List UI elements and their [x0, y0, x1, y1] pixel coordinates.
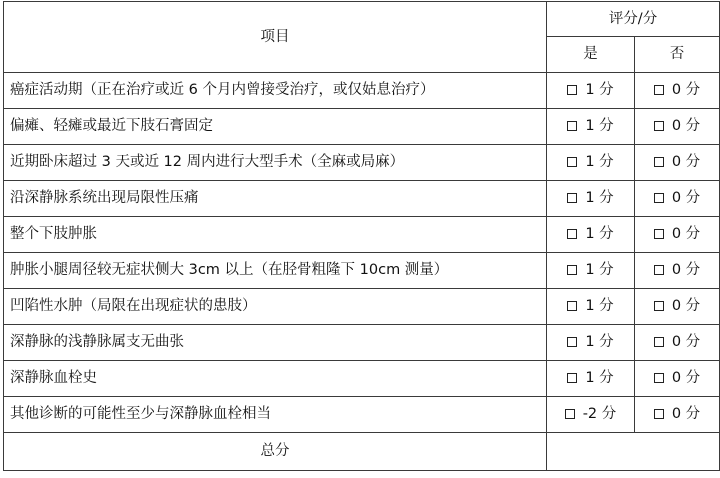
- checkbox-icon[interactable]: [654, 265, 664, 275]
- option-no[interactable]: [635, 217, 720, 253]
- criterion-label: 深静脉血栓史: [4, 361, 547, 397]
- checkbox-icon[interactable]: [654, 193, 664, 203]
- option-no-points: 0 分: [671, 298, 701, 315]
- checkbox-icon[interactable]: [565, 409, 575, 419]
- criterion-label: 其他诊断的可能性至少与深静脉血栓相当: [4, 397, 547, 433]
- criterion-label: 癌症活动期（正在治疗或近 6 个月内曾接受治疗，或仅姑息治疗）: [4, 73, 547, 109]
- option-yes-points: 1 分: [585, 226, 614, 243]
- header-score: 评分/分: [547, 2, 720, 37]
- criterion-label: 整个下肢肿胀: [4, 217, 547, 253]
- option-no[interactable]: [635, 109, 720, 145]
- option-yes-points: 1 分: [585, 190, 614, 207]
- checkbox-icon[interactable]: [567, 85, 577, 95]
- checkbox-icon[interactable]: [654, 157, 664, 167]
- option-yes-points: 1 分: [585, 118, 614, 135]
- option-yes[interactable]: [547, 217, 635, 253]
- option-no-points: 0 分: [671, 370, 701, 387]
- checkbox-icon[interactable]: [654, 373, 664, 383]
- checkbox-icon[interactable]: [567, 121, 577, 131]
- option-no-points: 0 分: [671, 226, 701, 243]
- checkbox-icon[interactable]: [567, 373, 577, 383]
- table-row: [4, 289, 720, 325]
- table-row: [4, 181, 720, 217]
- criterion-label: 沿深静脉系统出现局限性压痛: [4, 181, 547, 217]
- option-yes[interactable]: [547, 253, 635, 289]
- option-yes-points: 1 分: [585, 370, 614, 387]
- table-row: [4, 253, 720, 289]
- criterion-label: 近期卧床超过 3 天或近 12 周内进行大型手术（全麻或局麻）: [4, 145, 547, 181]
- table-row: [4, 361, 720, 397]
- option-no-points: 0 分: [671, 118, 701, 135]
- criterion-label: 深静脉的浅静脉属支无曲张: [4, 325, 547, 361]
- checkbox-icon[interactable]: [567, 229, 577, 239]
- table-row: [4, 325, 720, 361]
- header-no: 否: [635, 37, 720, 73]
- option-yes-points: 1 分: [585, 82, 614, 99]
- checkbox-icon[interactable]: [654, 85, 664, 95]
- option-no-points: 0 分: [671, 190, 701, 207]
- option-yes-points: 1 分: [585, 298, 614, 315]
- option-yes[interactable]: [547, 109, 635, 145]
- table-row: [4, 109, 720, 145]
- criterion-label: 偏瘫、轻瘫或最近下肢石膏固定: [4, 109, 547, 145]
- checkbox-icon[interactable]: [654, 121, 664, 131]
- checkbox-icon[interactable]: [567, 265, 577, 275]
- header-item: 项目: [4, 2, 547, 73]
- option-no[interactable]: [635, 361, 720, 397]
- checkbox-icon[interactable]: [654, 229, 664, 239]
- table-row: [4, 73, 720, 109]
- option-no[interactable]: [635, 73, 720, 109]
- table-row: [4, 145, 720, 181]
- table-row: [4, 397, 720, 433]
- checkbox-icon[interactable]: [654, 301, 664, 311]
- checkbox-icon[interactable]: [567, 301, 577, 311]
- option-yes[interactable]: [547, 325, 635, 361]
- total-label: 总分: [4, 433, 547, 471]
- option-yes-points: 1 分: [585, 334, 614, 351]
- option-yes[interactable]: [547, 73, 635, 109]
- table-row: [4, 217, 720, 253]
- option-yes[interactable]: [547, 145, 635, 181]
- option-no[interactable]: [635, 397, 720, 433]
- option-no[interactable]: [635, 253, 720, 289]
- checkbox-icon[interactable]: [654, 337, 664, 347]
- header-yes: 是: [547, 37, 635, 73]
- option-no[interactable]: [635, 325, 720, 361]
- criterion-label: 肿胀小腿周径较无症状侧大 3cm 以上（在胫骨粗隆下 10cm 测量）: [4, 253, 547, 289]
- option-yes[interactable]: [547, 181, 635, 217]
- option-no-points: 0 分: [671, 154, 701, 171]
- checkbox-icon[interactable]: [567, 337, 577, 347]
- option-yes[interactable]: [547, 397, 635, 433]
- option-yes[interactable]: [547, 289, 635, 325]
- criteria-list: [4, 73, 720, 433]
- option-no[interactable]: [635, 289, 720, 325]
- option-no[interactable]: [635, 145, 720, 181]
- option-yes-points: 1 分: [585, 154, 614, 171]
- option-yes-points: -2 分: [582, 406, 617, 423]
- total-value[interactable]: [547, 433, 720, 471]
- checkbox-icon[interactable]: [567, 157, 577, 167]
- wells-score-table: [3, 1, 720, 471]
- option-no[interactable]: [635, 181, 720, 217]
- option-yes[interactable]: [547, 361, 635, 397]
- checkbox-icon[interactable]: [567, 193, 577, 203]
- option-yes-points: 1 分: [585, 262, 614, 279]
- option-no-points: 0 分: [671, 406, 701, 423]
- option-no-points: 0 分: [671, 82, 701, 99]
- checkbox-icon[interactable]: [654, 409, 664, 419]
- criterion-label: 凹陷性水肿（局限在出现症状的患肢）: [4, 289, 547, 325]
- option-no-points: 0 分: [671, 262, 701, 279]
- option-no-points: 0 分: [671, 334, 701, 351]
